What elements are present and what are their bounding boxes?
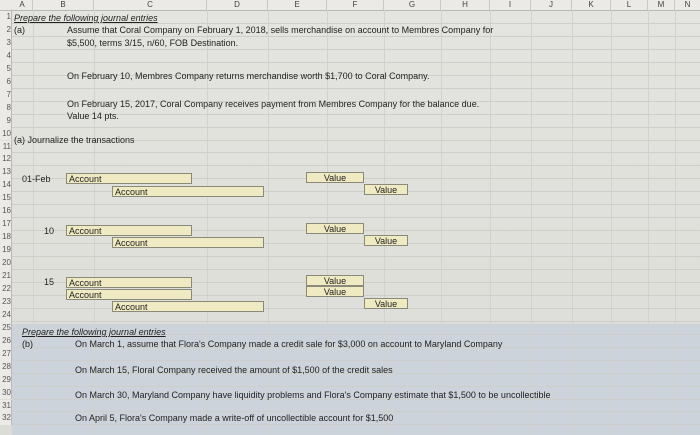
row-header[interactable]: 17: [0, 218, 12, 231]
col-header-e[interactable]: E: [268, 0, 327, 10]
part-b-line3: On March 30, Maryland Company have liquidity problems and Flora's Company estimate that $1,500 to be uncollectible: [75, 390, 551, 400]
row-header[interactable]: 13: [0, 166, 12, 179]
grid-line: [441, 10, 442, 435]
row-header[interactable]: 10: [0, 128, 12, 141]
part-a-line2: $5,500, terms 3/15, n/60, FOB Destination.: [67, 38, 239, 48]
row-header[interactable]: 2: [0, 24, 12, 37]
entry-date-feb10: 10: [44, 226, 55, 236]
journalize-instruction: (a) Journalize the transactions: [14, 135, 135, 145]
part-a-line1: Assume that Coral Company on February 1, 2018, sells merchandise on account to Membres Company for: [67, 25, 494, 35]
col-header-h[interactable]: H: [441, 0, 490, 10]
credit-value-cell[interactable]: Value: [364, 235, 408, 246]
entry-date-feb1: 01-Feb: [22, 174, 51, 184]
grid-line: [572, 10, 573, 435]
grid-line: [12, 36, 700, 37]
grid-line: [12, 269, 700, 270]
part-b-line2: On March 15, Floral Company received the amount of $1,500 of the credit sales: [75, 365, 393, 375]
row-header[interactable]: 25: [0, 322, 12, 335]
col-header-m[interactable]: M: [648, 0, 675, 10]
entry-date-feb15: 15: [44, 277, 55, 287]
row-header[interactable]: 7: [0, 89, 12, 102]
grid-line: [12, 204, 700, 205]
credit-account-cell[interactable]: Account: [112, 237, 264, 248]
debit-account-cell[interactable]: Account: [66, 225, 192, 236]
part-a-line4: On February 15, 2017, Coral Company receives payment from Membres Company for the balance due.: [67, 99, 480, 109]
part-b-line4: On April 5, Flora's Company made a write-off of uncollectible account for $1,500: [75, 413, 394, 423]
row-header[interactable]: 21: [0, 270, 12, 283]
col-header-i[interactable]: I: [490, 0, 531, 10]
row-header[interactable]: 19: [0, 244, 12, 257]
grid-line: [12, 165, 700, 166]
row-header[interactable]: 5: [0, 63, 12, 76]
grid-line: [12, 23, 700, 24]
part-a-line3: On February 10, Membres Company returns merchandise worth $1,700 to Coral Company.: [67, 71, 430, 81]
grid-line: [33, 10, 34, 435]
grid-line: [12, 127, 700, 128]
grid-line: [12, 88, 700, 89]
row-header[interactable]: 30: [0, 387, 12, 400]
row-header[interactable]: 3: [0, 37, 12, 50]
row-header[interactable]: 1: [0, 11, 12, 24]
row-header[interactable]: 23: [0, 296, 12, 309]
row-header[interactable]: 15: [0, 192, 12, 205]
col-header-f[interactable]: F: [327, 0, 384, 10]
grid-line: [12, 256, 700, 257]
credit-account-cell[interactable]: Account: [112, 186, 264, 197]
row-header[interactable]: 28: [0, 361, 12, 374]
row-header[interactable]: 26: [0, 335, 12, 348]
col-header-k[interactable]: K: [572, 0, 611, 10]
part-b-label: (b): [22, 339, 33, 349]
grid-line: [648, 10, 649, 435]
part-a-label: (a): [14, 25, 25, 35]
grid-line: [490, 10, 491, 435]
grid-line: [675, 10, 676, 435]
grid-line: [12, 152, 700, 153]
row-header[interactable]: 22: [0, 283, 12, 296]
grid-line: [12, 424, 700, 425]
col-header-b[interactable]: B: [33, 0, 94, 10]
debit-account-cell[interactable]: Account: [66, 173, 192, 184]
row-header[interactable]: 29: [0, 374, 12, 387]
debit-value-cell[interactable]: Value: [306, 275, 364, 286]
part-b-heading: Prepare the following journal entries: [22, 327, 166, 337]
row-header[interactable]: 32: [0, 412, 12, 425]
grid-line: [12, 360, 700, 361]
col-header-j[interactable]: J: [531, 0, 572, 10]
col-header-l[interactable]: L: [611, 0, 648, 10]
row-header[interactable]: 9: [0, 115, 12, 128]
credit-account-cell[interactable]: Account: [112, 301, 264, 312]
row-header[interactable]: 14: [0, 179, 12, 192]
grid-line: [12, 321, 700, 322]
grid-line: [12, 62, 700, 63]
grid-line: [531, 10, 532, 435]
row-header[interactable]: 31: [0, 400, 12, 413]
row-header[interactable]: 11: [0, 141, 12, 154]
debit-account-cell[interactable]: Account: [66, 289, 192, 300]
grid-line: [611, 10, 612, 435]
part-a-line5: Value 14 pts.: [67, 111, 119, 121]
row-header[interactable]: 20: [0, 257, 12, 270]
part-b-line1: On March 1, assume that Flora's Company made a credit sale for $3,000 on account to Maryland Company: [75, 339, 503, 349]
col-header-a[interactable]: A: [12, 0, 33, 10]
col-header-n[interactable]: N: [684, 0, 691, 9]
grid-line: [12, 49, 700, 50]
row-header[interactable]: 16: [0, 205, 12, 218]
row-header[interactable]: 24: [0, 309, 12, 322]
col-header-d[interactable]: D: [207, 0, 268, 10]
col-header-g[interactable]: G: [384, 0, 441, 10]
row-header[interactable]: 27: [0, 348, 12, 361]
row-header[interactable]: 8: [0, 102, 12, 115]
grid-line: [12, 386, 700, 387]
debit-value-cell[interactable]: Value: [306, 172, 364, 183]
part-a-heading: Prepare the following journal entries: [14, 13, 158, 23]
credit-value-cell[interactable]: Value: [364, 298, 408, 309]
credit-value-cell[interactable]: Value: [364, 184, 408, 195]
col-header-c[interactable]: C: [94, 0, 207, 10]
debit-account-cell[interactable]: Account: [66, 277, 192, 288]
row-header[interactable]: 6: [0, 76, 12, 89]
debit-value-cell[interactable]: Value: [306, 223, 364, 234]
row-header[interactable]: 12: [0, 153, 12, 166]
row-header[interactable]: 4: [0, 50, 12, 63]
debit-value-cell[interactable]: Value: [306, 286, 364, 297]
row-header[interactable]: 18: [0, 231, 12, 244]
column-header-row: [0, 0, 700, 11]
grid-line: [12, 217, 700, 218]
